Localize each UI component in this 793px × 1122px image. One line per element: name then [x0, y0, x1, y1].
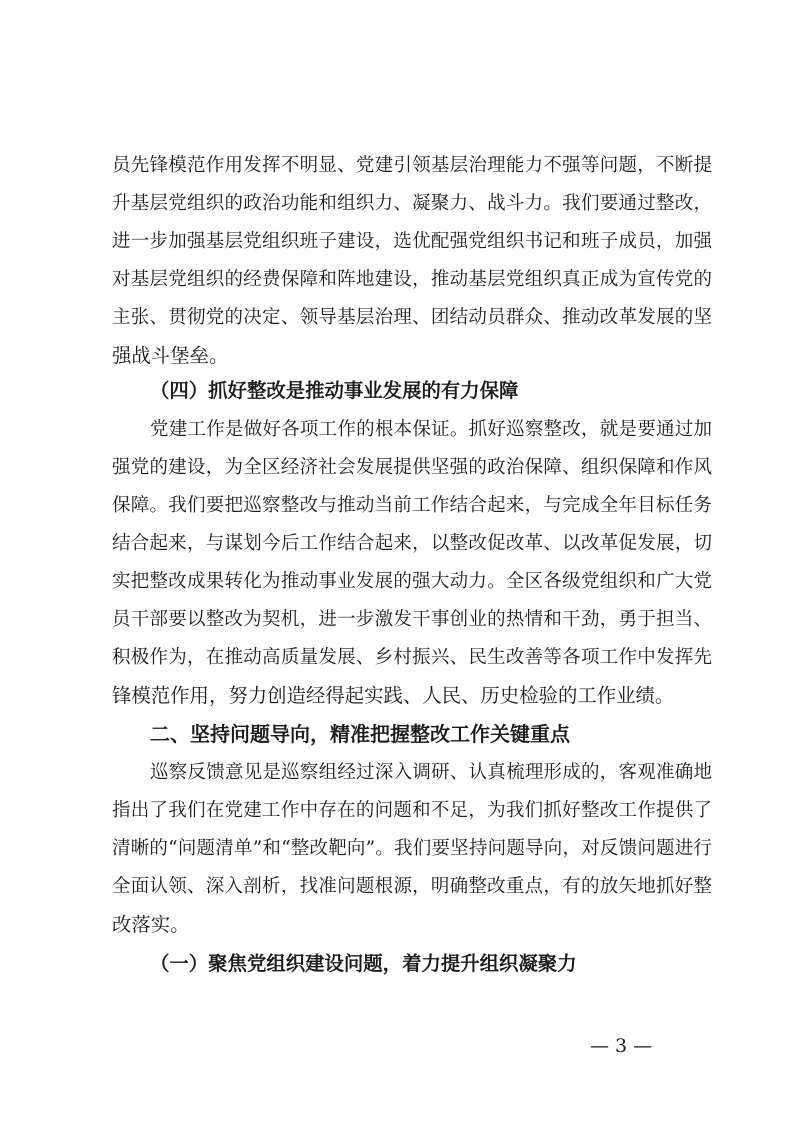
paragraph-line: 员干部要以整改为契机，进一步激发干事创业的热情和干劲，勇于担当、	[112, 609, 712, 630]
paragraph-line: 锋模范作用，努力创造经得起实践、人民、历史检验的工作业绩。	[112, 684, 675, 707]
paragraph-line: 巡察反馈意见是巡察组经过深入调研、认真梳理形成的，客观准确地	[150, 762, 712, 783]
page-number: — 3 —	[590, 1035, 653, 1057]
paragraph-line: 指出了我们在党建工作中存在的问题和不足，为我们抓好整改工作提供了	[112, 800, 712, 821]
paragraph-line: 员先锋模范作用发挥不明显、党建引领基层治理能力不强等问题，不断提	[112, 155, 712, 176]
paragraph-line: 对基层党组织的经费保障和阵地建设，推动基层党组织真正成为宣传党的	[112, 269, 712, 290]
paragraph-line: 强战斗堡垒。	[112, 344, 229, 367]
paragraph-line: 主张、贯彻党的决定、领导基层治理、团结动员群众、推动改革发展的坚	[112, 307, 712, 328]
paragraph-line: 实把整改成果转化为推动事业发展的强大动力。全区各级党组织和广大党	[112, 571, 712, 592]
paragraph-line: 升基层党组织的政治功能和组织力、凝聚力、战斗力。我们要通过整改，	[112, 193, 712, 214]
section-heading-4: （四）抓好整改是推动事业发展的有力保障	[150, 379, 519, 402]
paragraph-line: 全面认领、深入剖析，找准问题根源，明确整改重点，有的放矢地抓好整	[112, 876, 712, 897]
paragraph-line: 强党的建设，为全区经济社会发展提供坚强的政治保障、组织保障和作风	[112, 457, 712, 478]
section-heading-main: 二、坚持问题导向，精准把握整改工作关键重点	[150, 722, 570, 746]
paragraph-line: 进一步加强基层党组织班子建设，选优配强党组织书记和班子成员，加强	[112, 231, 712, 252]
section-heading-1: （一）聚焦党组织建设问题，着力提升组织凝聚力	[150, 952, 577, 975]
paragraph-line: 保障。我们要把巡察整改与推动当前工作结合起来，与完成全年目标任务	[112, 495, 712, 516]
paragraph-line: 党建工作是做好各项工作的根本保证。抓好巡察整改，就是要通过加	[150, 419, 712, 440]
paragraph-line: 清晰的“问题清单”和“整改靶向”。我们要坚持问题导向，对反馈问题进行	[112, 838, 712, 859]
paragraph-line: 结合起来，与谋划今后工作结合起来，以整改促改革、以改革促发展，切	[112, 533, 712, 554]
paragraph-line: 积极作为，在推动高质量发展、乡村振兴、民生改善等各项工作中发挥先	[112, 647, 712, 668]
paragraph-line: 改落实。	[112, 913, 190, 936]
